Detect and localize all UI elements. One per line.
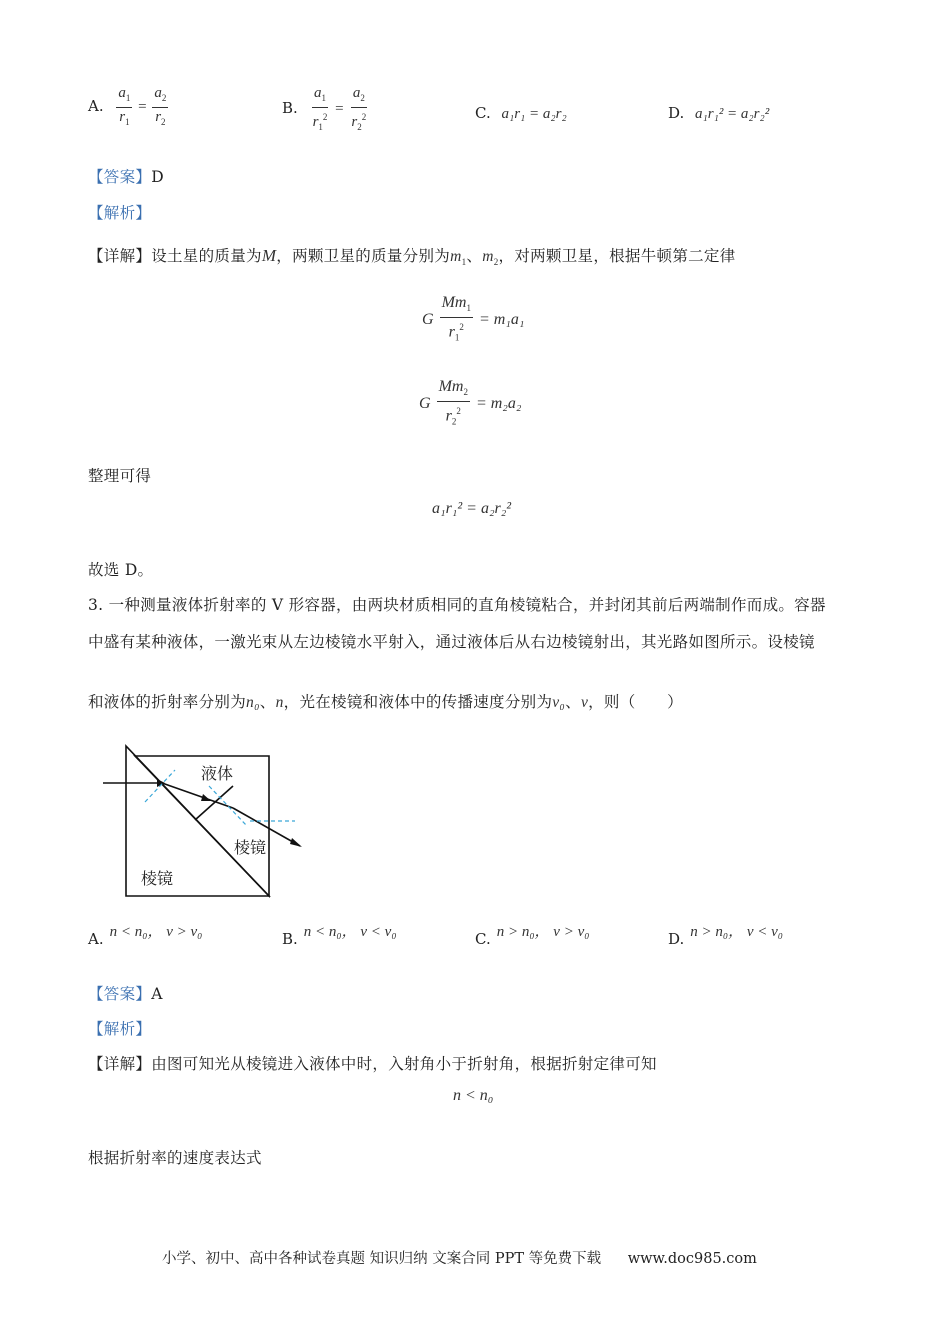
q2-option-d: D. a₁r₁² = a₂r₂²	[668, 104, 770, 122]
answer-tag: 【答案】	[88, 985, 152, 1003]
q3-stem-line-3: 和液体的折射率分别为n₀、n，光在棱镜和液体中的传播速度分别为v₀、v，则（ ）	[88, 693, 683, 711]
footer-text: 小学、初中、高中各种试卷真题 知识归纳 文案合同 PPT 等免费下载	[162, 1251, 602, 1267]
q3-stem-line-2: 中盛有某种液体，一激光束从左边棱镜水平射入，通过液体后从右边棱镜射出，其光路如图所示。设棱镜	[88, 633, 815, 651]
q2-equation-2: G $\frac{Mm_2}{r_2^2}$ = m₂a₂	[419, 378, 522, 427]
q3-detail: 【详解】由图可知光从棱镜进入液体中时，入射角小于折射角，根据折射定律可知	[88, 1055, 657, 1073]
q2-equation-3: a₁r₁² = a₂r₂²	[432, 500, 512, 517]
q3-stem-line-1: 3. 一种测量液体折射率的 V 形容器，由两块材质相同的直角棱镜粘合，并封闭其前后两端制作而成。容器	[88, 596, 826, 614]
prism-diagram	[95, 742, 310, 902]
arrowhead-liquid	[201, 794, 211, 801]
q2-option-a: A. $\frac{a_1}{r_1}$ = $\frac{a_2}{r_2}$	[88, 85, 167, 127]
q2-option-c: C. a₁r₁ = a₂r₂	[475, 104, 567, 122]
footer-url[interactable]: www.doc985.com	[627, 1251, 757, 1267]
q2-answer: 【答案】D	[88, 168, 164, 186]
q2-equation-1: G $\frac{Mm_1}{r_1^2}$ = m₁a₁	[422, 294, 525, 343]
page-footer	[162, 1247, 757, 1268]
q2-organize-text: 整理可得	[88, 467, 152, 485]
q3-option-c: C. n > n₀， v > v₀	[475, 924, 590, 948]
arrowhead-exit	[290, 838, 302, 847]
q3-analysis-tag: 【解析】	[88, 1020, 152, 1038]
detail-tag: 【详解】	[88, 247, 152, 265]
q3-option-a: A. n < n₀， v > v₀	[88, 924, 203, 948]
q3-option-b: B. n < n₀， v < v₀	[282, 924, 397, 948]
label-prism-right: 棱镜	[234, 838, 267, 857]
q3-speed-text: 根据折射率的速度表达式	[88, 1149, 262, 1167]
answer-tag: 【答案】	[88, 168, 152, 186]
q2-option-b: B. $\frac{a_1}{r_1^2}$ = $\frac{a_2}{r_2^2}$	[282, 85, 367, 132]
q3-option-d: D. n > n₀， v < v₀	[668, 924, 784, 948]
q3-answer: 【答案】A	[88, 985, 163, 1003]
label-liquid: 液体	[201, 764, 234, 783]
q2-detail: 【详解】设土星的质量为M，两颗卫星的质量分别为$m_1$、$m_2$，对两颗卫星，根据牛顿第二定律	[88, 246, 736, 268]
q3-equation-1: n < n₀	[453, 1087, 494, 1104]
label-prism-left: 棱镜	[141, 869, 174, 888]
q2-conclusion: 故选 D。	[88, 561, 154, 579]
detail-tag: 【详解】	[88, 1055, 152, 1073]
q2-analysis-tag: 【解析】	[88, 204, 152, 222]
